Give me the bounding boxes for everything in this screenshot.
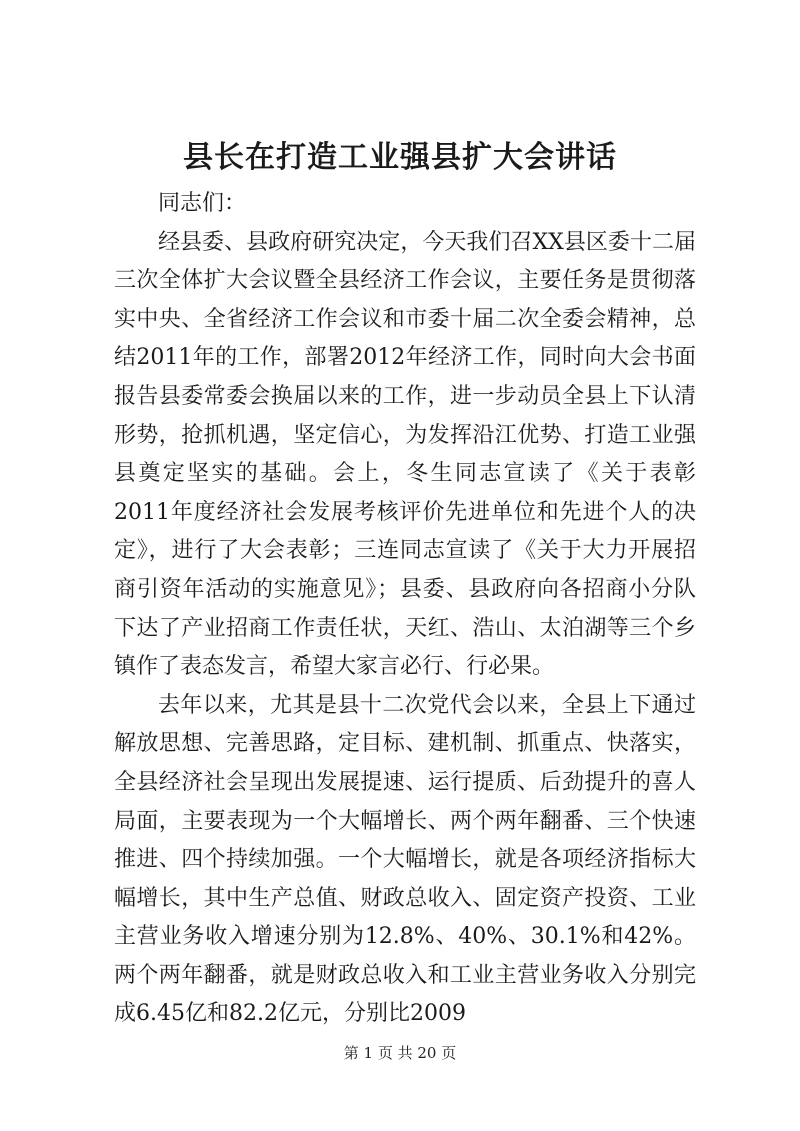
page-number-footer: 第 1 页 共 20 页	[343, 1044, 457, 1062]
paragraph: 去年以来，尤其是县十二次党代会以来，全县上下通过解放思想、完善思路，定目标、建机制、抓重点、快落实，全县经济社会呈现出发展提速、运行提质、后劲提升的喜人局面，主要表现为一个大幅增长、两个两年翻番、三个快速推进、四个持续加强。一个大幅增长，就是各项经济指标大幅增长，其中生产总值、财政总收入、固定资产投资、工业主营业务收入增速分别为12.8%、40%、30.1%和42%。两个两年翻番，就是财政总收入和工业主营业务收入分别完成6.45亿和82.2亿元，分别比2009	[114, 692, 696, 1027]
document-title: 县长在打造工业强县扩大会讲话	[183, 140, 617, 175]
document-body	[114, 185, 696, 1034]
salutation: 同志们：	[158, 191, 247, 216]
paragraph: 经县委、县政府研究决定，今天我们召XX县区委十二届三次全体扩大会议暨全县经济工作会议，主要任务是贯彻落实中央、全省经济工作会议和市委十届二次全委会精神，总结2011年的工作，部署2012年经济工作，同时向大会书面报告县委常委会换届以来的工作，进一步动员全县上下认清形势，抢抓机遇，坚定信心，为发挥沿江优势、打造工业强县奠定坚实的基础。会上，冬生同志宣读了《关于表彰2011年度经济社会发展考核评价先进单位和先进个人的决定》，进行了大会表彰；三连同志宣读了《关于大力开展招商引资年活动的实施意见》；县委、县政府向各招商小分队下达了产业招商工作责任状，天红、浩山、太泊湖等三个乡镇作了表态发言，希望大家言必行、行必果。	[114, 229, 696, 680]
